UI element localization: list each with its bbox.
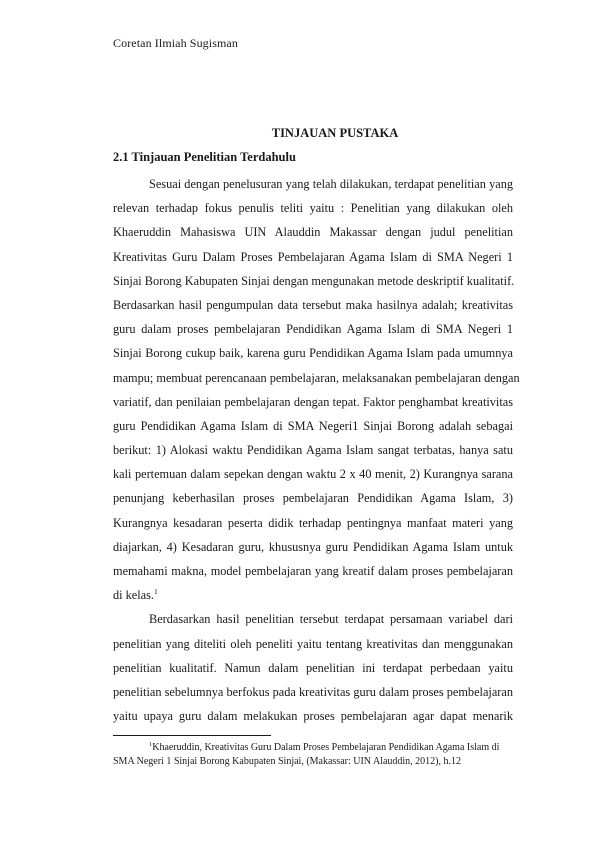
text-line-content: Sinjai Borong Kabupaten Sinjai dengan mengunakan metode deskriptif kualitatif.	[113, 273, 515, 288]
text-line	[113, 172, 513, 196]
text-line-content: diajarkan, 4) Kesadaran guru, khususnya guru Pendidikan Agama Islam untuk	[113, 539, 513, 554]
text-line-content: memahami makna, model pembelajaran yang kreatif dalam proses pembelajaran	[113, 564, 513, 578]
text-line-content: guru dalam proses pembelajaran Pendidikan Agama Islam di SMA Negeri 1	[113, 322, 513, 337]
paragraph-1	[113, 172, 520, 607]
text-line-content: mampu; membuat perencanaan pembelajaran, melaksanakan pembelajaran dengan	[113, 370, 520, 385]
text-line-content: Kreativitas Guru Dalam Proses Pembelajaran Agama Islam di SMA Negeri 1	[113, 249, 513, 264]
footnote-line-2: SMA Negeri 1 Sinjai Borong Kabupaten Sinjai, (Makassar: UIN Alauddin, 2012), h.12	[113, 756, 462, 767]
footnote	[113, 741, 513, 769]
text-line	[113, 414, 513, 438]
text-line-content: guru Pendidikan Agama Islam di SMA Negeri1 Sinjai Borong adalah sebagai	[113, 418, 513, 433]
text-line	[113, 559, 513, 583]
text-line-content: Berdasarkan hasil pengumpulan data tersebut maka hasilnya adalah; kreativitas	[113, 297, 513, 312]
text-line	[113, 704, 513, 728]
text-line	[113, 607, 513, 631]
footnote-separator	[113, 735, 271, 736]
text-line-content: Sesuai dengan penelusuran yang telah dilakukan, terdapat penelitian yang	[149, 177, 513, 191]
footnote-line-1	[113, 741, 513, 755]
text-line	[113, 196, 513, 220]
text-line-content: relevan terhadap fokus penulis teliti yaitu : Penelitian yang dilakukan oleh	[113, 201, 513, 216]
text-line	[113, 632, 513, 656]
text-line	[113, 438, 513, 462]
text-line	[113, 535, 513, 559]
text-line-content: variatif, dan penilaian pembelajaran dengan tepat. Faktor penghambat kreativitas	[113, 394, 513, 409]
text-line-content: Khaeruddin Mahasiswa UIN Alauddin Makassar dengan judul penelitian	[113, 225, 513, 240]
paragraph-2	[113, 607, 513, 728]
text-line	[113, 390, 513, 414]
text-line	[113, 220, 513, 244]
text-line-content: penunjang keberhasilan proses pembelajaran Pendidikan Agama Islam, 3)	[113, 491, 513, 506]
footnote-text-1: Khaeruddin, Kreativitas Guru Dalam Proses Pembelajaran Pendidikan Agama Islam di	[152, 742, 500, 753]
chapter-title: TINJAUAN PUSTAKA	[271, 126, 399, 140]
text-line	[113, 462, 513, 486]
text-line	[113, 341, 513, 365]
footnote-marker: 1	[149, 741, 153, 748]
text-line	[113, 269, 513, 293]
text-line-content: penelitian sebelumnya berfokus pada kreativitas guru dalam proses pembelajaran	[113, 684, 513, 699]
text-line	[113, 245, 513, 269]
footnote-reference: 1	[153, 587, 158, 597]
body-text	[113, 172, 520, 728]
text-line-content: Berdasarkan hasil penelitian tersebut terdapat persamaan variabel dari	[149, 612, 513, 627]
text-line	[113, 293, 513, 317]
text-line	[113, 583, 513, 607]
text-line	[113, 511, 513, 535]
text-line	[113, 656, 513, 680]
text-line-content: penelitian kualitatif. Namun dalam penelitian ini terdapat perbedaan yaitu	[113, 660, 513, 675]
text-line-content: penelitian yang diteliti oleh peneliti yaitu tentang kreativitas dan menggunakan	[113, 636, 513, 651]
text-line	[113, 486, 513, 510]
text-line-content: di kelas.	[113, 588, 154, 603]
text-line-content: Sinjai Borong cukup baik, karena guru Pendidikan Agama Islam pada umumnya	[113, 346, 513, 361]
section-heading: 2.1 Tinjauan Penelitian Terdahulu	[113, 150, 296, 164]
text-line-content: Kurangnya kesadaran peserta didik terhadap pentingnya manfaat materi yang	[113, 515, 513, 530]
text-line-content: kali pertemuan dalam sepekan dengan waktu 2 x 40 menit, 2) Kurangnya sarana	[113, 467, 513, 482]
text-line	[113, 366, 520, 390]
text-line-content: berikut: 1) Alokasi waktu Pendidikan Agama Islam sangat terbatas, hanya satu	[113, 443, 513, 458]
text-line	[113, 680, 513, 704]
text-line-content: yaitu upaya guru dalam melakukan proses pembelajaran agar dapat menarik	[113, 709, 513, 724]
running-header: Coretan Ilmiah Sugisman	[113, 36, 238, 50]
text-line	[113, 317, 513, 341]
